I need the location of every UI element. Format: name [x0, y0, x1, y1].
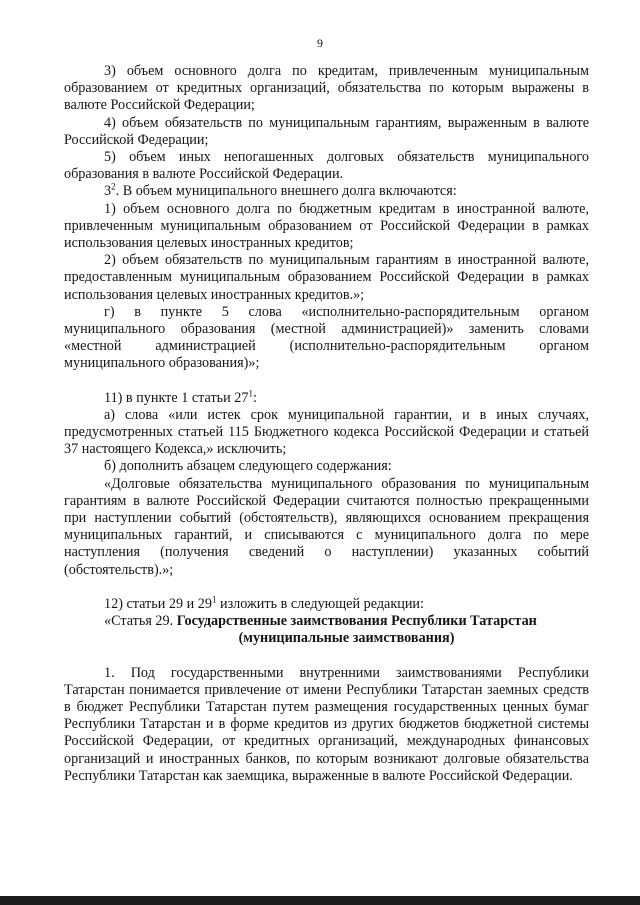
- page-content: [64, 63, 589, 785]
- paragraph: 12) статьи 29 и $29^1$ изложить в следующей редакции:: [104, 594, 424, 612]
- paragraph: 11) в пункте 1 статьи $27^1$:: [104, 387, 257, 406]
- article-body: [64, 665, 589, 785]
- list-section-c: [64, 596, 589, 648]
- list-section-a: [64, 63, 589, 373]
- superscript: 2: [111, 181, 116, 192]
- page-number: 9: [317, 36, 323, 50]
- paragraph: б) дополнить абзацем следующего содержания:: [104, 458, 392, 475]
- paragraph: а) слова «или истек срок муниципальной гарантии, и в иных случаях, предусмотренных статьей 115 Бюджетного кодекса Российской Федерации и статьей 37 настоящего Кодекса,» исключить;: [64, 406, 589, 458]
- paragraph: 1) объем основного долга по бюджетным кредитам в иностранной валюте, привлеченным муниципальным образованием от Российской Федерации в рамках использования целевых иностранных кредитов;: [64, 200, 589, 252]
- article-heading-continued: (муниципальные заимствования): [238, 630, 455, 647]
- paragraph: $3^2$. В объем муниципального внешнего долга включаются:: [104, 181, 457, 200]
- paragraph: «Долговые обязательства муниципального образования по муниципальным гарантиям в валюте Российской Федерации считаются полностью прекращенными при наступлении событий (обстоятельств), являющихся основанием прекращения муниципальных гарантий, и списываются с муниципального долга по мере наступления (получения сведений о наступлении) указанных событий (обстоятельств).»;: [64, 475, 589, 578]
- paragraph: 2) объем обязательств по муниципальным гарантиям в иностранной валюте, предоставленным муниципальным образованием Российской Федерации в рамках использования целевых иностранных кредитов.»;: [64, 252, 589, 303]
- paragraph: 1. Под государственными внутренними заимствованиями Республики Татарстан понимается привлечение от имени Республики Татарстан заемных средств в бюджет Республики Татарстан путем размещения государственных ценных бумаг Республики Татарстан и в форме кредитов из других бюджетов бюджетной системы Российской Федерации, от кредитных организаций, международных финансовых организаций и иностранных банков, по которым возникают долговые обязательства Республики Татарстан как заемщика, выраженные в валюте Российской Федерации.: [64, 664, 589, 784]
- list-section-b: [64, 387, 589, 579]
- article-heading: «Статья 29. Государственные заимствования Республики Татарстан: [104, 613, 537, 630]
- paragraph: 5) объем иных непогашенных долговых обязательств муниципального образования в валюте Российской Федерации.: [64, 149, 589, 183]
- superscript: 1: [211, 594, 217, 605]
- paragraph: 3) объем основного долга по кредитам, привлеченным муниципальным образованием от кредитных организаций, обязательства по которым выражены в валюте Российской Федерации;: [64, 63, 589, 114]
- paragraph: 4) объем обязательств по муниципальным гарантиям, выраженным в валюте Российской Федерации;: [64, 114, 589, 148]
- paragraph: г) в пункте 5 слова «исполнительно-распорядительным органом муниципального образования (местной администрацией)» заменить словами «местной администрацией (исполнительно-распорядительным органом муниципального образования)»;: [64, 303, 589, 372]
- superscript: 1: [248, 387, 253, 398]
- scan-bottom-edge: [0, 896, 640, 905]
